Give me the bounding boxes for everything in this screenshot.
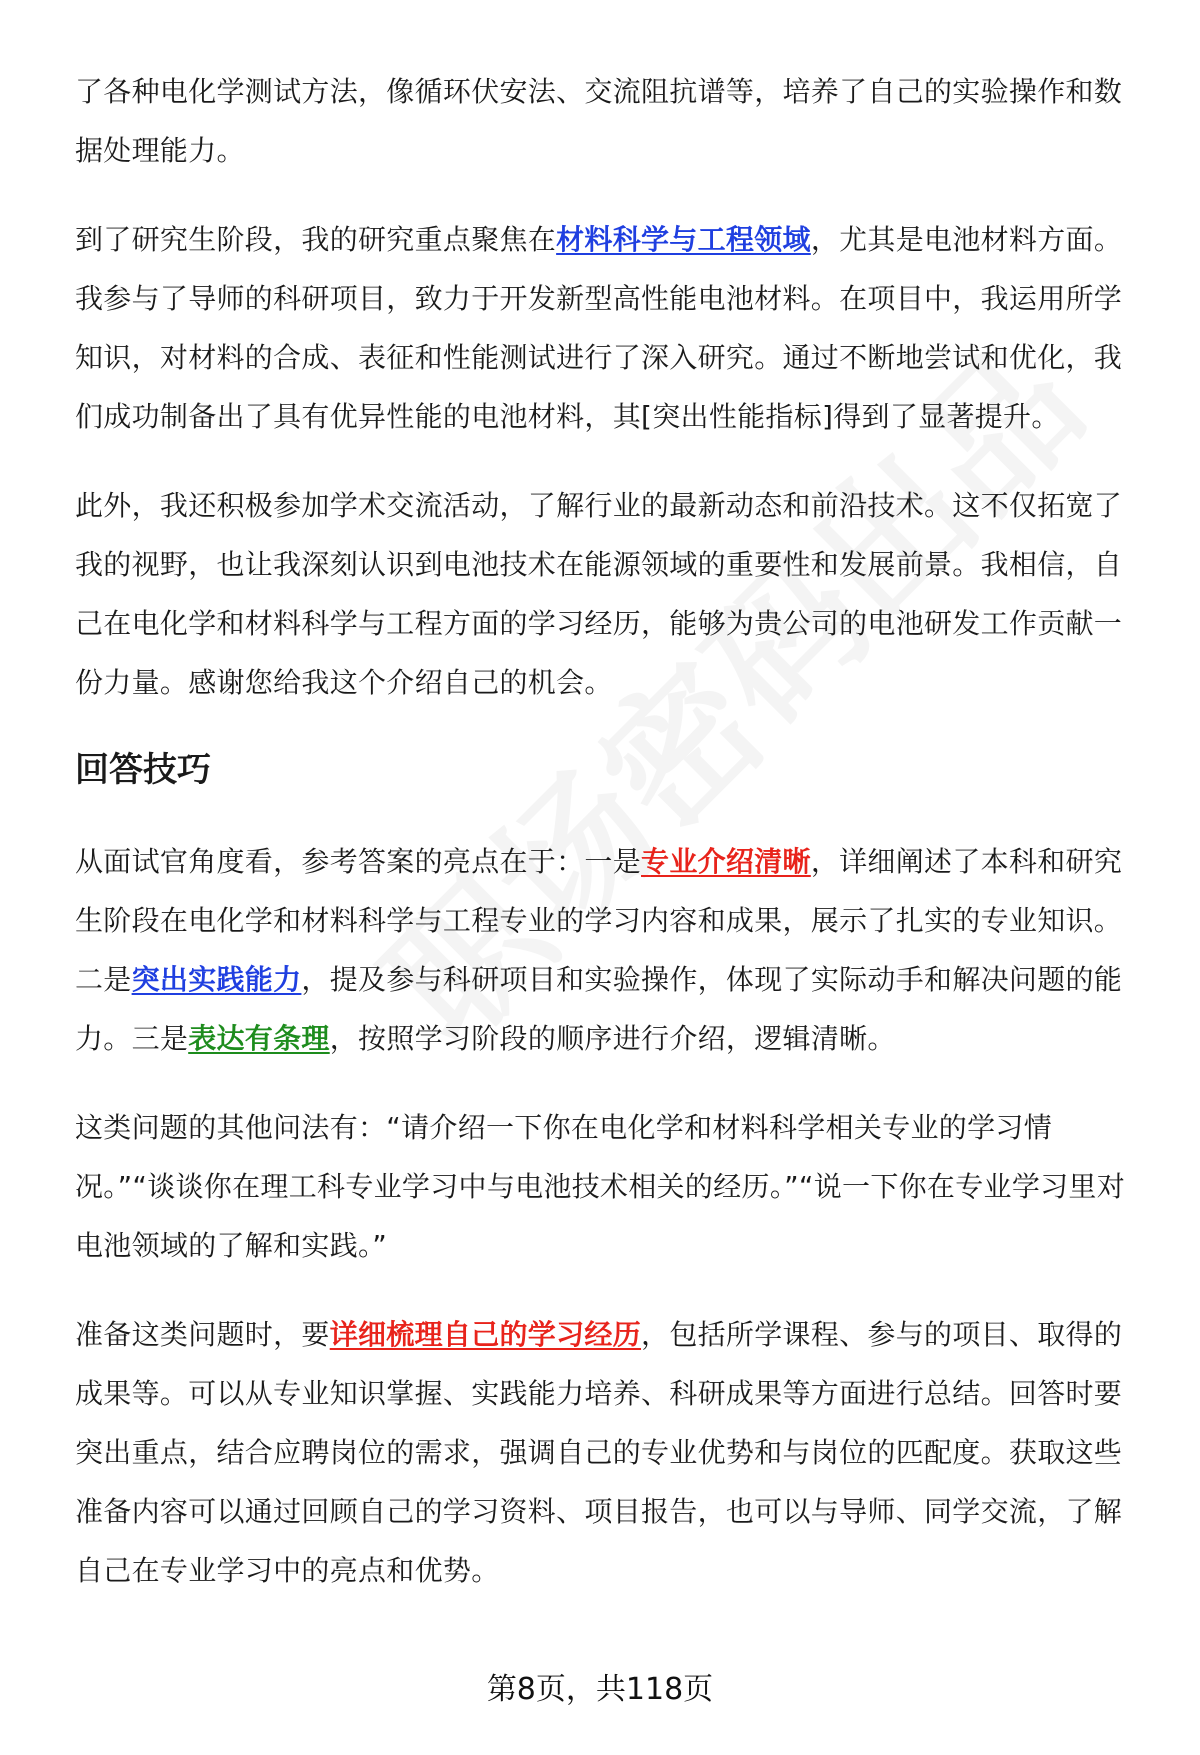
document-content	[75, 62, 1135, 1630]
highlight-materials-science: 材料科学与工程领域	[556, 223, 811, 256]
paragraph-text: ，详细阐述了本科和研究生阶段在电化学和材料科学与工程专业的学习内容和成果，展示了扎实的专业知识。二是	[75, 845, 1123, 996]
paragraph-undergraduate-end	[75, 62, 1135, 180]
highlight-organized-expression: 表达有条理	[188, 1022, 330, 1055]
highlight-review-experience: 详细梳理自己的学习经历	[329, 1318, 642, 1351]
paragraph-text: 到了研究生阶段，我的研究重点聚焦在	[75, 223, 557, 256]
page-number: 第8页，共118页	[486, 1672, 714, 1707]
paragraph-text: 从面试官角度看，参考答案的亮点在于：一是	[75, 845, 642, 878]
paragraph-academic-exchange	[75, 476, 1135, 712]
paragraph-text: ，尤其是电池材料方面。我参与了导师的科研项目，致力于开发新型高性能电池材料。在项目中，我运用所学知识，对材料的合成、表征和性能测试进行了深入研究。通过不断地尝试和优化，我们成功制备出了具有优异性能的电池材料，其[突出性能指标]得到了显著提升。	[75, 223, 1123, 433]
highlight-clear-intro: 专业介绍清晰	[641, 845, 811, 878]
paragraph-text: ，按照学习阶段的顺序进行介绍，逻辑清晰。	[329, 1022, 896, 1055]
paragraph-text: 了各种电化学测试方法，像循环伏安法、交流阻抗谱等，培养了自己的实验操作和数据处理能力。	[75, 75, 1123, 167]
paragraph-text: 此外，我还积极参加学术交流活动，了解行业的最新动态和前沿技术。这不仅拓宽了我的视野，也让我深刻认识到电池技术在能源领域的重要性和发展前景。我相信，自己在电化学和材料科学与工程方面的学习经历，能够为贵公司的电池研发工作贡献一份力量。感谢您给我这个介绍自己的机会。	[75, 489, 1123, 699]
paragraph-preparation	[75, 1305, 1135, 1600]
paragraph-text: ，包括所学课程、参与的项目、取得的成果等。可以从专业知识掌握、实践能力培养、科研成果等方面进行总结。回答时要突出重点，结合应聘岗位的需求，强调自己的专业优势和与岗位的匹配度。获取这些准备内容可以通过回顾自己的学习资料、项目报告，也可以与导师、同学交流，了解自己在专业学习中的亮点和优势。	[75, 1318, 1123, 1587]
paragraph-text: ，提及参与科研项目和实验操作，体现了实际动手和解决问题的能力。三是	[75, 963, 1123, 1055]
paragraph-alternative-questions	[75, 1098, 1135, 1275]
paragraph-text: 这类问题的其他问法有：“请介绍一下你在电化学和材料科学相关专业的学习情况。”“谈谈你在理工科专业学习中与电池技术相关的经历。”“说一下你在专业学习里对电池领域的了解和实践。”	[75, 1111, 1126, 1262]
paragraph-highlights	[75, 832, 1135, 1068]
highlight-practical-ability: 突出实践能力	[131, 963, 302, 996]
paragraph-graduate-research	[75, 210, 1135, 446]
paragraph-text: 准备这类问题时，要	[75, 1318, 330, 1351]
section-heading: 回答技巧	[75, 750, 211, 790]
